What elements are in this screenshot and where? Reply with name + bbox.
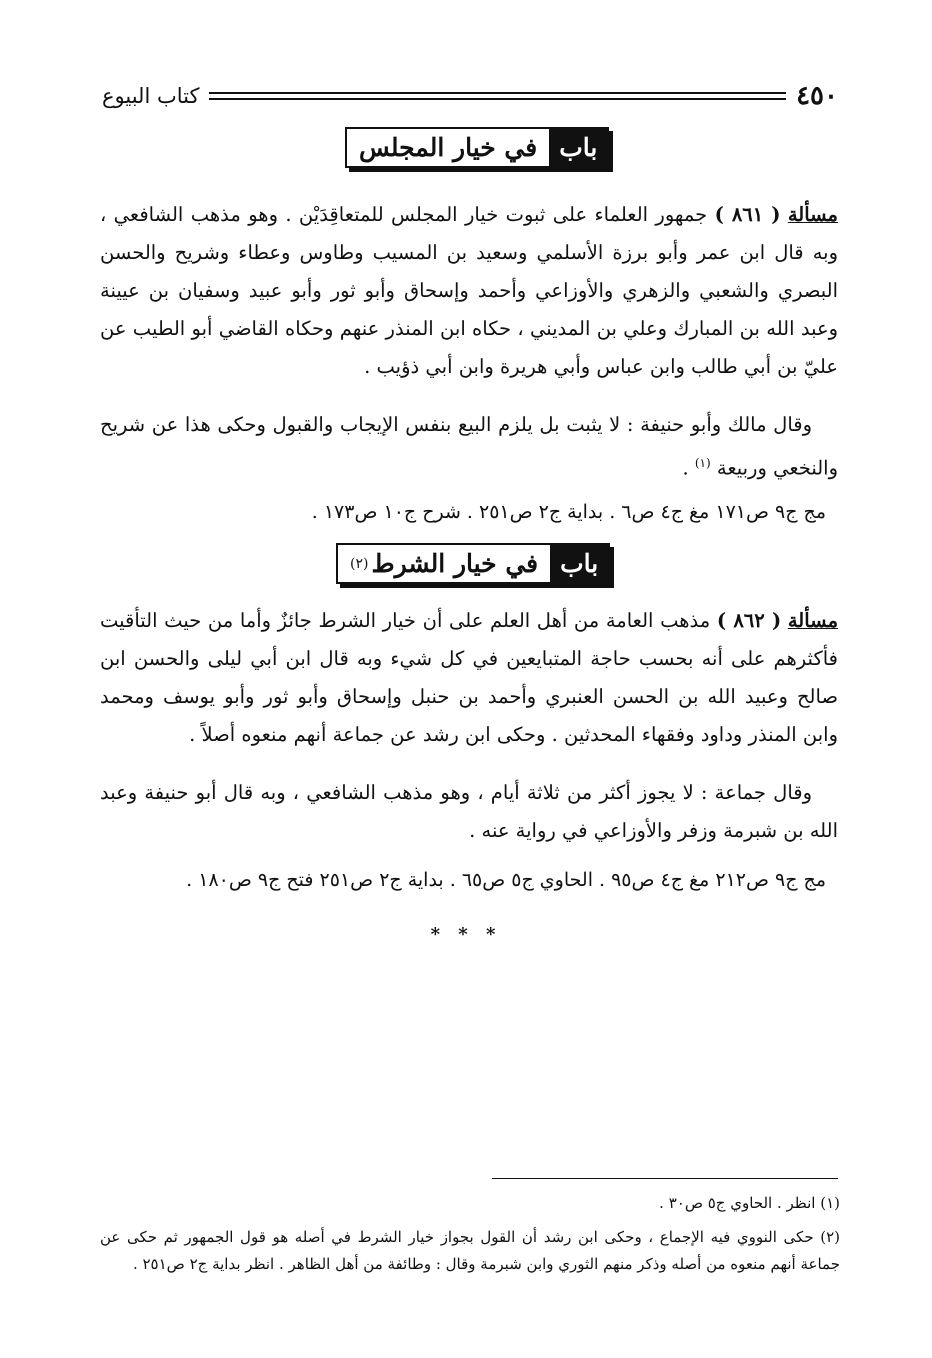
page-number: ٤٥٠ <box>796 81 838 111</box>
masala-text-2-end: . <box>682 456 695 480</box>
header-double-rule <box>209 92 786 100</box>
chapter-title-text <box>338 545 550 582</box>
masala-text-2: وقال جماعة : لا يجوز أكثر من ثلاثة أيام ، وهو مذهب الشافعي ، وبه قال أبو حنيفة وعبد الله بن شبرمة وزفر والأوزاعي في رواية عنه . <box>100 781 838 842</box>
footnote-rule <box>492 1178 838 1179</box>
masala-number: ( ٨٦٢ ) <box>716 609 782 632</box>
footnote-ref-2[interactable]: (٢) <box>350 555 369 572</box>
footnote-1: (١) انظر . الحاوي ج٥ ص٣٠ . <box>659 1194 840 1212</box>
masala-label: مسألة <box>787 609 839 632</box>
masala-text: مذهب العامة من أهل العلم على أن خيار الشرط جائزٌ وأما من حيث التأقيت فأكثرهم على أنه بحسب حاجة المتبايعين في كل شيء وبه قال ابن أبي ليلى والحسن ابن صالح وعبيد الله بن الحسن العنبري وأحمد بن حنبل وإسحاق وأبو ثور وأبو يوسف ومحمد وابن المنذر وداود وفقهاء المحدثين . وحكى ابن رشد عن جماعة أنهم منعوه أصلاً . <box>100 609 838 746</box>
chapter-label-bab: باب <box>549 129 607 166</box>
section-862-references: مج ج٩ ص٢١٢ مغ ج٤ ص٩٥ . الحاوي ج٥ ص٦٥ . بداية ج٢ ص٢٥١ فتح ج٩ ص١٨٠ . <box>186 869 826 891</box>
footnote-2: (٢) حكى النووي فيه الإجماع ، وحكى ابن رشد أن القول بجواز خيار الشرط في أصله هو قول الجمهور ثم حكى عن جماعة أنهم منعوه من أصله وذكر منهم الثوري وابن شبرمة وقال : وطائفة من أهل الظاهر . انظر بداية ج٢ ص٢٥١ . <box>100 1228 840 1273</box>
section-861-main <box>100 196 838 386</box>
section-separator: * * * <box>430 924 502 945</box>
footnote-ref-1[interactable]: (١) <box>694 456 711 470</box>
masala-label: مسألة <box>787 203 839 226</box>
chapter-title-box-2 <box>336 543 610 584</box>
section-862-second <box>100 774 838 850</box>
running-header <box>102 78 838 114</box>
chapter-label-bab: باب <box>550 545 608 582</box>
book-title: كتاب البيوع <box>102 84 200 108</box>
section-862-main <box>100 602 838 754</box>
masala-text: جمهور العلماء على ثبوت خيار المجلس للمتعاقِدَيْن . وهو مذهب الشافعي ، وبه قال ابن عمر وأبو برزة الأسلمي وسعيد بن المسيب وطاوس وعطاء وشريح والحسن البصري والشعبي والزهري والأوزاعي وأحمد وإسحاق وأبو ثور وأبو عبيد وسفيان بن عيينة وعبد الله بن المبارك وعلي بن المديني ، حكاه ابن المنذر عنهم وحكاه القاضي أبو الطيب عن عليّ بن أبي طالب وابن عباس وأبي هريرة وابن أبي ذؤيب . <box>100 203 838 378</box>
chapter-title: في خيار الشرط <box>371 549 539 578</box>
chapter-title-box-1 <box>345 127 609 168</box>
section-861-second <box>100 406 838 488</box>
masala-text-2: وقال مالك وأبو حنيفة : لا يثبت بل يلزم البيع بنفس الإيجاب والقبول وحكى هذا عن شريح والنخعي وربيعة <box>100 413 838 480</box>
chapter-title-text <box>347 129 549 166</box>
section-861-references: مج ج٩ ص١٧١ مغ ج٤ ص٦ . بداية ج٢ ص٢٥١ . شرح ج١٠ ص١٧٣ . <box>311 501 826 523</box>
chapter-title: في خيار المجلس <box>359 133 538 162</box>
masala-number: ( ٨٦١ ) <box>714 203 781 226</box>
